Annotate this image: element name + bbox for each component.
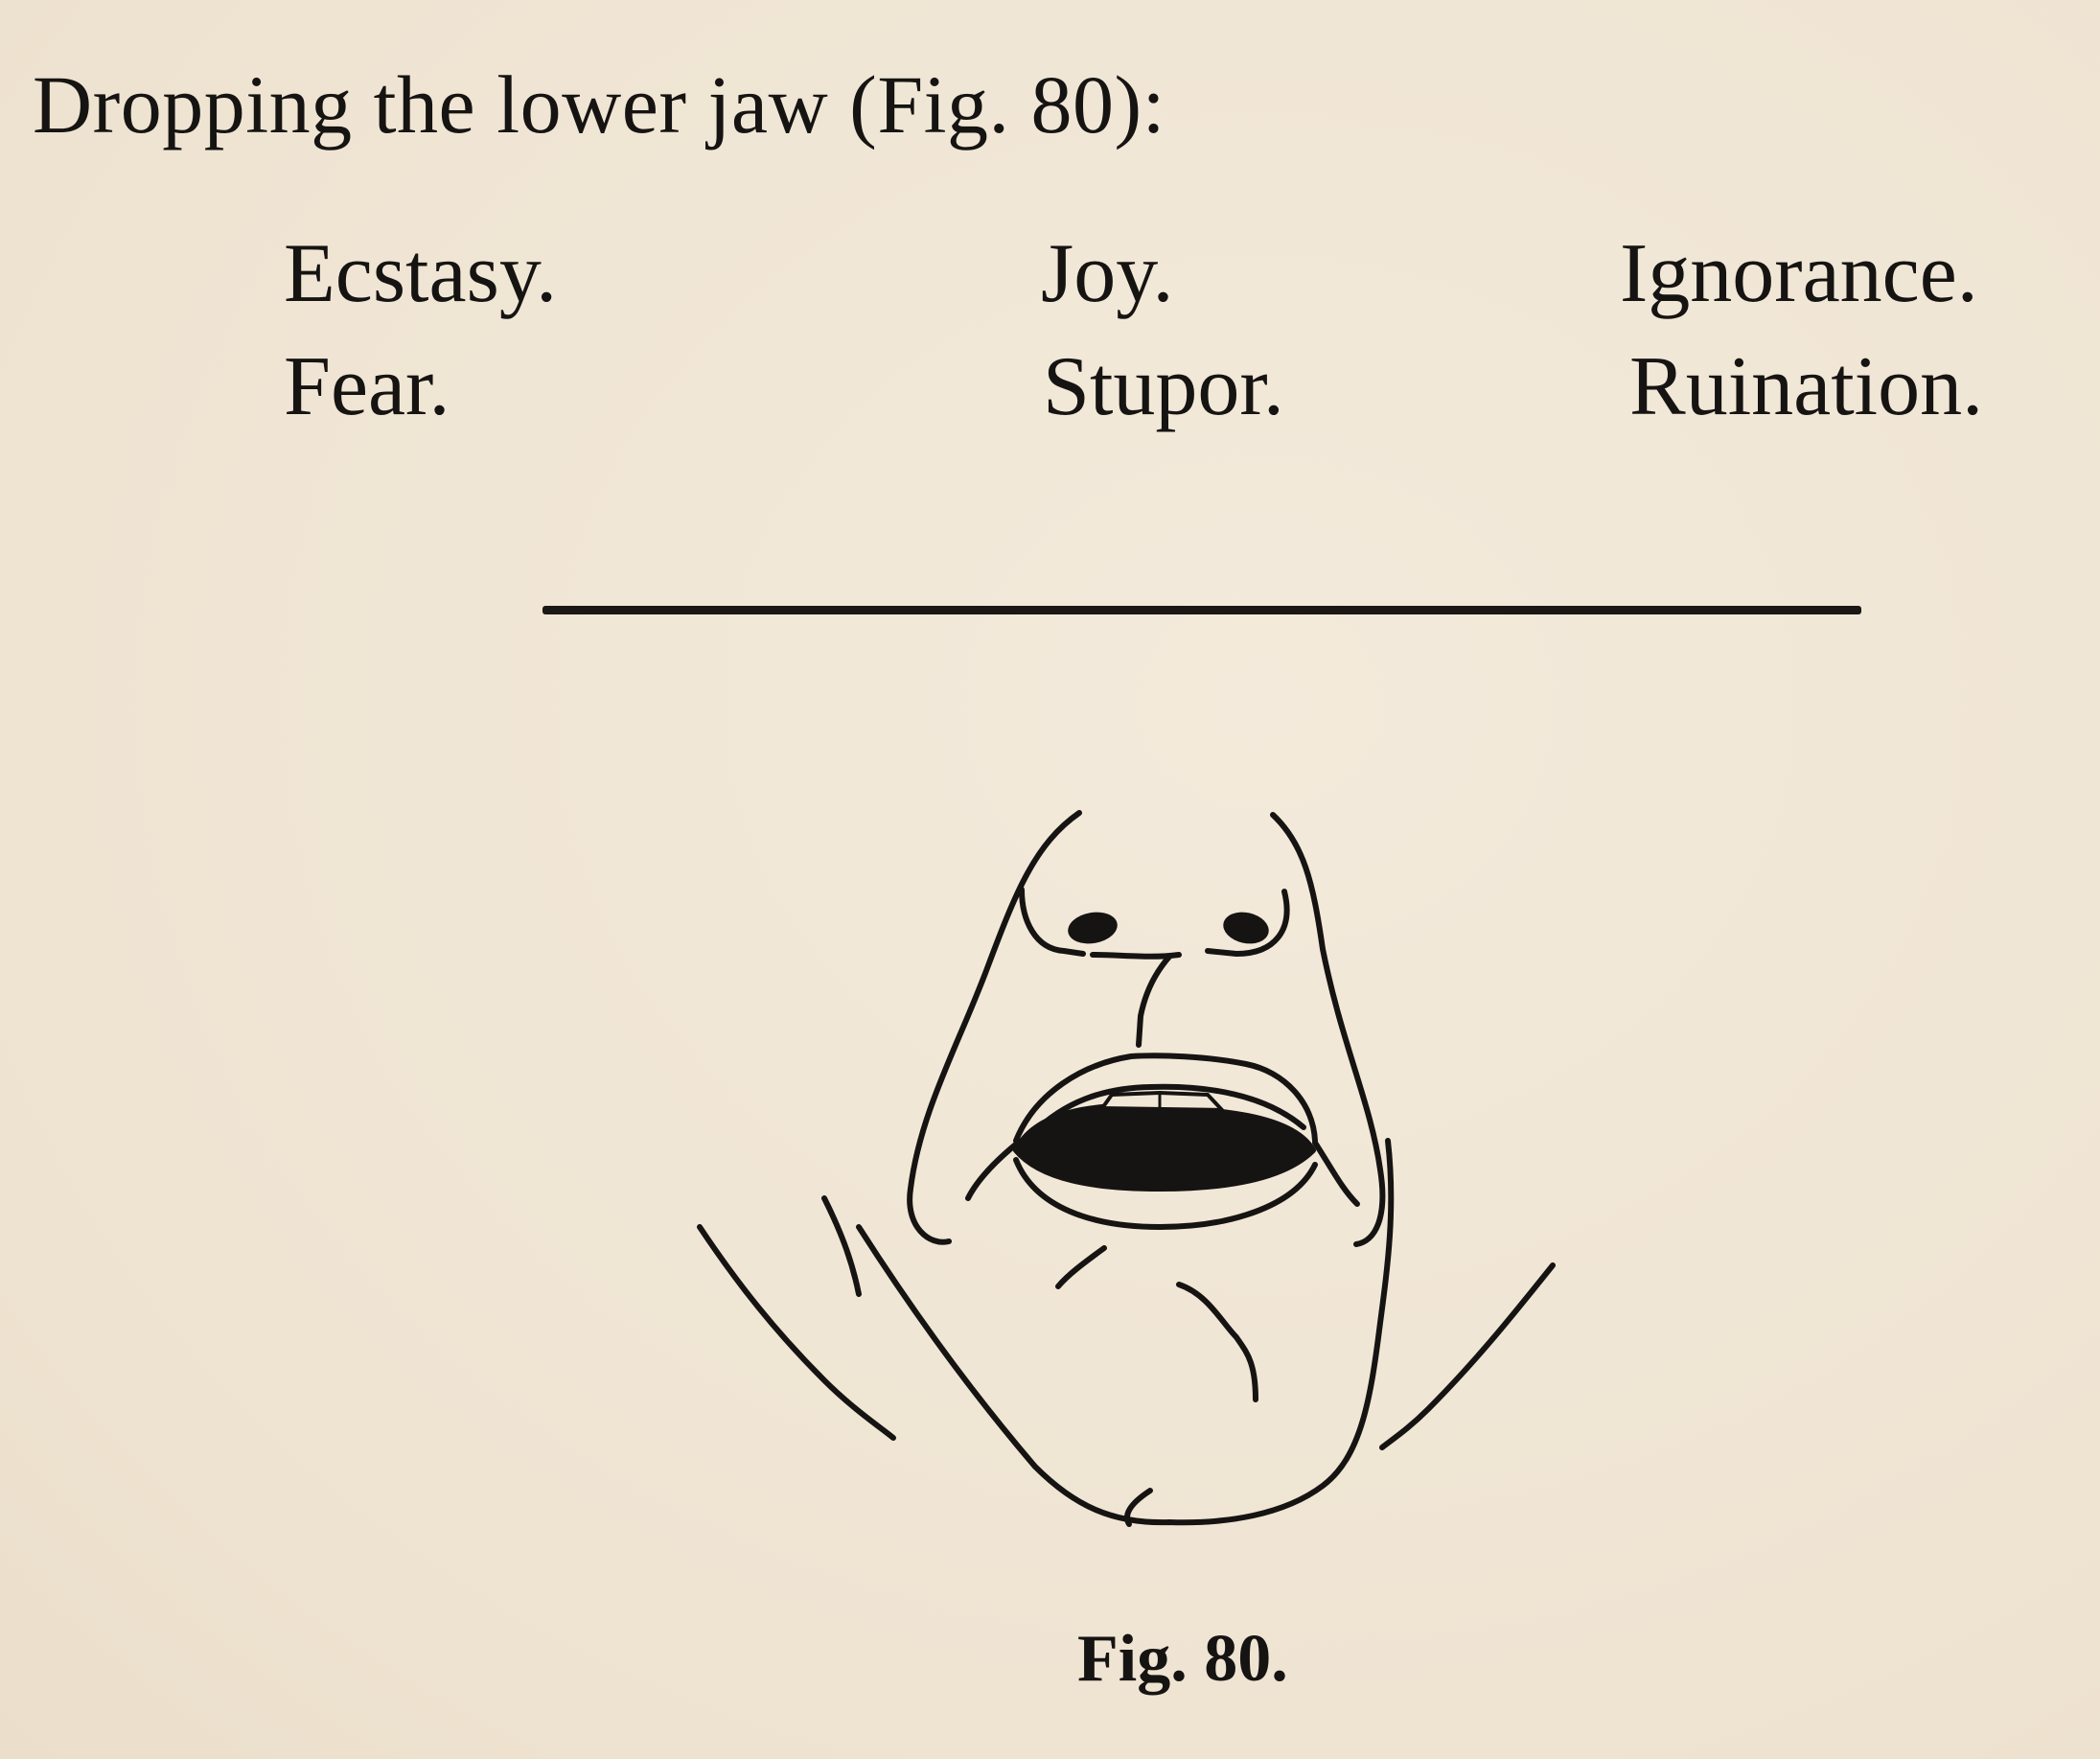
right-mouth-fold	[1315, 1143, 1357, 1204]
expression-ruination: Ruination.	[1629, 340, 1984, 433]
chin-crease-left	[1058, 1248, 1104, 1286]
dropped-jaw-face-illustration	[671, 786, 1610, 1572]
nose-philtrum	[1139, 957, 1169, 1045]
left-mouth-fold	[968, 1143, 1018, 1198]
section-heading: Dropping the lower jaw (Fig. 80):	[33, 58, 1166, 150]
figure-caption: Fig. 80.	[1077, 1622, 1288, 1696]
jaw-line	[859, 1141, 1391, 1522]
neck-left	[700, 1227, 893, 1438]
horizontal-rule	[542, 606, 1861, 614]
expression-ecstasy: Ecstasy.	[284, 227, 558, 320]
left-nostril	[1066, 909, 1120, 948]
neck-left-inner	[824, 1198, 859, 1294]
expression-joy: Joy.	[1041, 227, 1174, 320]
expression-fear: Fear.	[284, 340, 450, 433]
upper-teeth	[1102, 1093, 1222, 1110]
chin-crease-center	[1179, 1285, 1256, 1400]
mouth-opening	[1016, 1106, 1313, 1189]
right-cheek-line	[1273, 815, 1382, 1244]
expression-ignorance: Ignorance.	[1620, 227, 1978, 320]
neck-right	[1382, 1265, 1553, 1447]
right-nostril	[1220, 908, 1272, 947]
expression-stupor: Stupor.	[1043, 340, 1284, 433]
